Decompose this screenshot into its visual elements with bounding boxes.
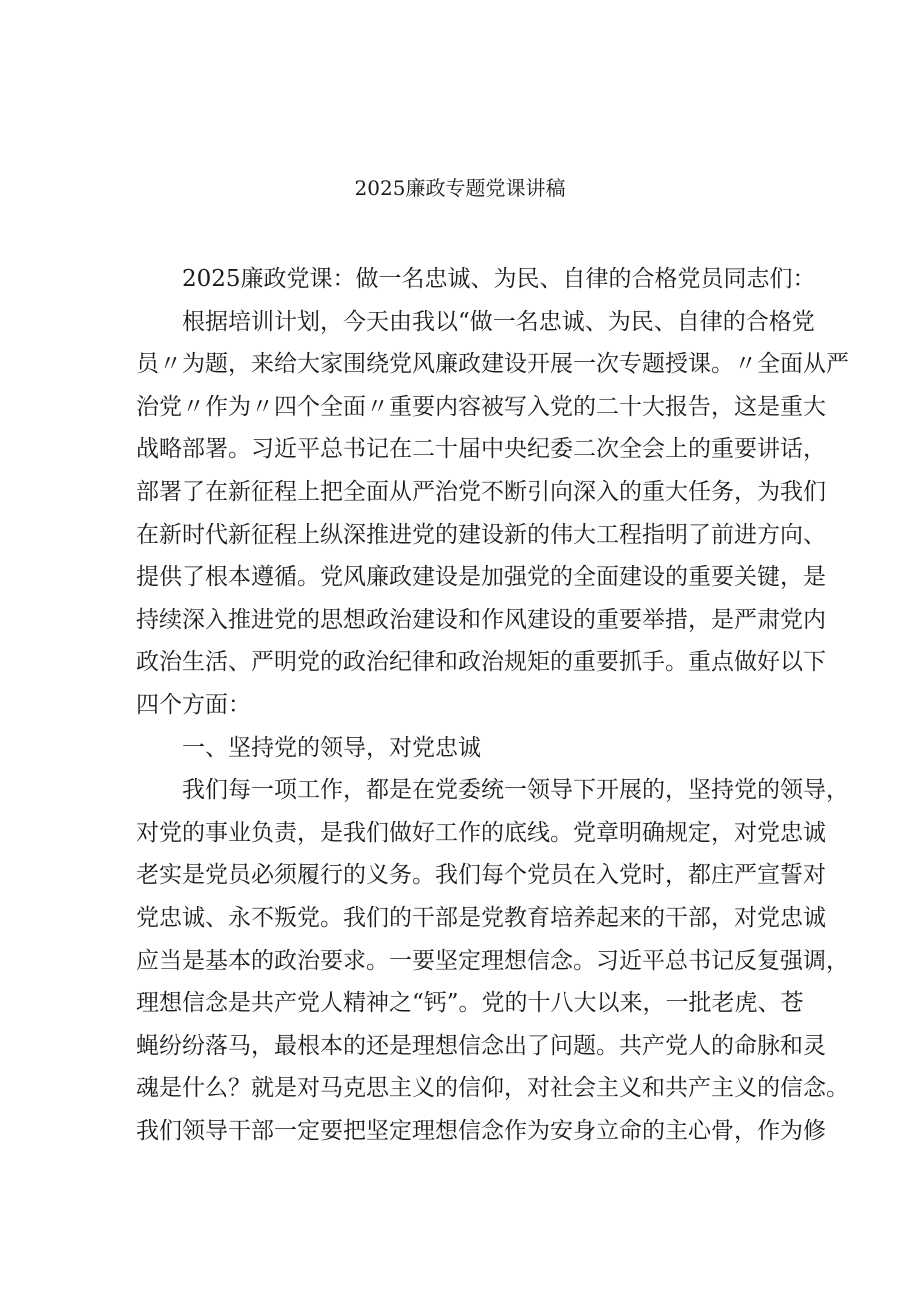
document-title: 2025廉政专题党课讲稿 [354,176,566,200]
text-line: 在新时代新征程上纵深推进党的建设新的伟大工程指明了前进方向、 [136,521,826,548]
text-line: 治党〃作为〃四个全面〃重要内容被写入党的二十大报告，这是重大 [136,393,826,420]
text-line: 政治生活、严明党的政治纪律和政治规矩的重要抓手。重点做好以下 [136,649,826,676]
text-line: 魂是什么？就是对马克思主义的信仰，对社会主义和共产主义的信念。 [136,1075,849,1102]
document-body [136,258,849,1152]
text-line: 部署了在新征程上把全面从严治党不断引向深入的重大任务，为我们 [136,478,826,505]
text-line: 蝇纷纷落马，最根本的还是理想信念出了问题。共产党人的命脉和灵 [136,1032,826,1059]
text-line: 四个方面： [136,691,251,718]
text-line: 应当是基本的政治要求。一要坚定理想信念。习近平总书记反复强调， [136,947,849,974]
text-line: 党忠诚、永不叛党。我们的干部是党教育培养起来的干部，对党忠诚 [136,904,826,931]
text-line: 提供了根本遵循。党风廉政建设是加强党的全面建设的重要关键，是 [136,564,826,591]
text-line: 战略部署。习近平总书记在二十届中央纪委二次全会上的重要讲话， [136,436,826,463]
text-line: 对党的事业负责，是我们做好工作的底线。党章明确规定，对党忠诚 [136,819,826,846]
text-line: 员〃为题，来给大家围绕党风廉政建设开展一次专题授课。〃全面从严 [136,351,849,378]
text-line: 老实是党员必须履行的义务。我们每个党员在入党时，都庄严宣誓对 [136,862,826,889]
text-line: 持续深入推进党的思想政治建设和作风建设的重要举措，是严肃党内 [136,606,826,633]
text-line: 我们每一项工作，都是在党委统一领导下开展的，坚持党的领导， [182,777,849,804]
section-heading: 一、坚持党的领导，对党忠诚 [182,734,481,761]
text-line: 根据培训计划，今天由我以“做一名忠诚、为民、自律的合格党 [182,308,815,335]
text-line: 2025廉政党课：做一名忠诚、为民、自律的合格党员同志们： [182,266,816,292]
text-line: 我们领导干部一定要把坚定理想信念作为安身立命的主心骨，作为修 [136,1117,826,1144]
text-line: 理想信念是共产党人精神之“钙”。党的十八大以来，一批老虎、苍 [136,990,804,1017]
